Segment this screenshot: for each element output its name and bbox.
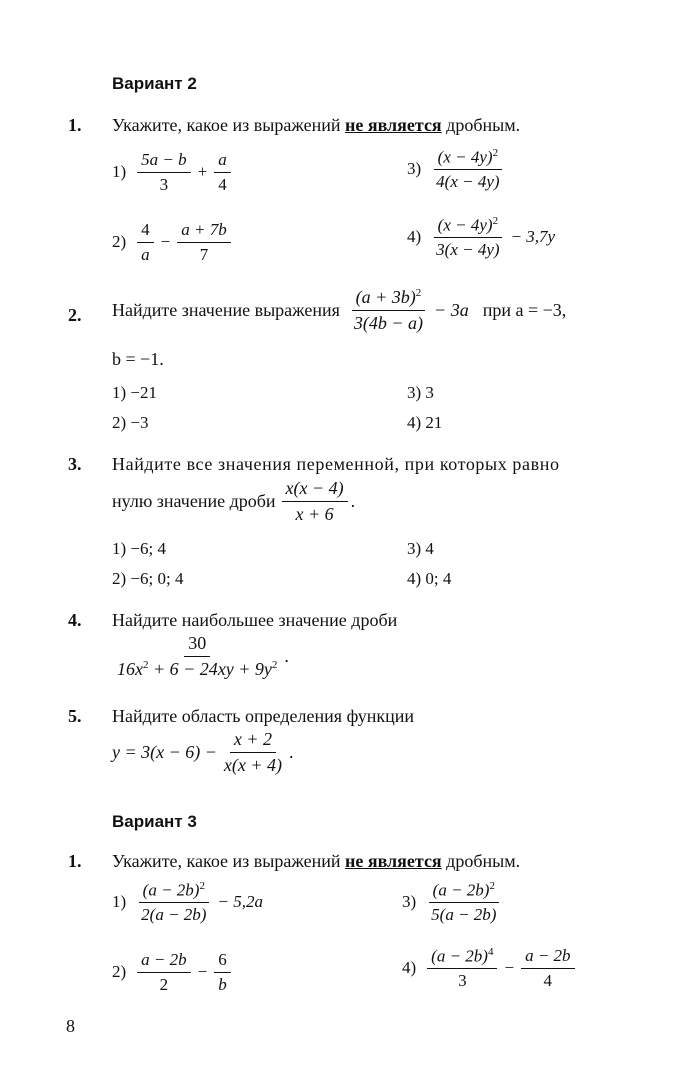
fraction <box>427 880 500 925</box>
text-part: нулю значение дроби <box>112 490 276 511</box>
numerator: a − 2b <box>521 946 574 969</box>
option-number: 3) <box>407 159 422 179</box>
function-expression <box>112 729 294 775</box>
option-3: 3) 3 <box>407 383 434 402</box>
tail-term: − 5,2a <box>217 892 263 912</box>
fraction <box>137 880 210 925</box>
option-1 <box>112 880 267 925</box>
operator: − <box>160 232 171 252</box>
condition-continued: b = −1. <box>112 349 164 369</box>
denominator: $16x^2 + 6 - 24xy + 9y^2$ <box>117 658 278 679</box>
denominator: 5(a − 2b) <box>431 905 497 925</box>
fraction <box>214 150 231 194</box>
denominator: 3 <box>159 174 169 194</box>
denominator: 4 <box>218 174 227 194</box>
task-text: Найдите область определения функции <box>112 706 415 726</box>
numerator <box>434 215 502 238</box>
text-part: дробным. <box>441 115 521 135</box>
fraction <box>214 950 231 994</box>
exponent: 2 <box>492 147 499 159</box>
task-text: Найдите все значения переменной, при которых равно <box>112 454 560 474</box>
denominator-part: 16x <box>117 658 143 679</box>
task-text-line-2 <box>112 478 355 524</box>
option-4 <box>407 215 559 260</box>
numerator <box>434 147 502 170</box>
base: (x − 4y) <box>437 147 493 167</box>
option-1: 1) −6; 4 <box>112 539 166 558</box>
base: (a + 3b) <box>355 287 416 307</box>
numerator <box>139 880 209 903</box>
page-number: 8 <box>66 1016 75 1036</box>
option-4 <box>402 946 578 991</box>
numerator: a + 7b <box>177 220 230 243</box>
operator: + <box>197 162 208 182</box>
fraction <box>220 729 286 775</box>
base: (a − 2b) <box>142 880 200 900</box>
exponent: 2 <box>492 215 499 227</box>
text-part: Укажите, какое из выражений <box>112 115 345 135</box>
fraction <box>432 215 503 260</box>
denominator: x + 6 <box>295 503 334 524</box>
tail-term: − 3,7y <box>510 227 556 247</box>
numerator: x + 2 <box>230 729 276 753</box>
option-2: 2) −6; 0; 4 <box>112 569 184 588</box>
task-text: Найдите наибольшее значение дроби <box>112 610 398 630</box>
base: (a − 2b) <box>432 880 490 900</box>
exponent: 2 <box>271 658 278 671</box>
period: . <box>350 490 356 511</box>
denominator: x(x + 4) <box>223 754 283 775</box>
option-number: 3) <box>402 892 417 912</box>
option-3: 3) 4 <box>407 539 434 558</box>
fraction <box>427 946 497 991</box>
numerator: 5a − b <box>137 150 190 173</box>
task-number: 5. <box>68 706 82 726</box>
fraction <box>432 147 503 192</box>
task-number: 1. <box>68 851 82 871</box>
emphasis: не является <box>344 115 442 135</box>
exponent: 4 <box>487 946 494 958</box>
option-4: 4) 0; 4 <box>407 569 452 588</box>
option-2: 2) −3 <box>112 413 149 432</box>
numerator <box>427 946 497 969</box>
denominator: b <box>218 974 227 994</box>
option-4: 4) 21 <box>407 413 443 432</box>
text-part: Укажите, какое из выражений <box>112 851 345 871</box>
option-number: 2) <box>112 962 127 982</box>
text-part: дробным. <box>441 851 521 871</box>
numerator: a − 2b <box>137 950 190 973</box>
fraction <box>137 220 154 264</box>
option-number: 1) <box>112 162 127 182</box>
denominator: a <box>141 244 150 264</box>
denominator: 4 <box>543 970 553 990</box>
option-number: 2) <box>112 232 127 252</box>
task-text <box>112 851 652 872</box>
task-number: 3. <box>68 454 82 474</box>
denominator-part: + 6 − 24xy + 9y <box>148 658 272 679</box>
task-text <box>112 287 566 333</box>
emphasis: не является <box>344 851 442 871</box>
base: (a − 2b) <box>431 946 488 966</box>
operator: − <box>504 958 515 978</box>
task-number: 1. <box>68 115 82 135</box>
denominator: 2(a − 2b) <box>141 905 207 925</box>
denominator: 7 <box>199 244 209 264</box>
option-1 <box>112 150 234 194</box>
option-3 <box>402 880 503 925</box>
fraction <box>350 287 427 333</box>
option-2 <box>112 950 234 994</box>
variant-2-heading: Вариант 2 <box>112 74 197 93</box>
option-number: 1) <box>112 892 127 912</box>
fraction <box>282 478 348 524</box>
option-3 <box>407 147 507 192</box>
numerator: a <box>214 150 231 173</box>
numerator: 30 <box>184 633 210 657</box>
option-1: 1) −21 <box>112 383 157 402</box>
denominator: 3(x − 4y) <box>436 240 500 260</box>
option-number: 4) <box>407 227 422 247</box>
fraction-expression <box>110 633 289 679</box>
numerator: 4 <box>137 220 154 243</box>
fraction <box>137 950 190 994</box>
task-number: 4. <box>68 610 82 630</box>
term: − 3a <box>434 299 469 320</box>
lhs: y = 3(x − 6) − <box>112 741 217 762</box>
option-number: 4) <box>402 958 417 978</box>
task-text <box>112 115 652 136</box>
option-2 <box>112 220 234 264</box>
fraction <box>177 220 230 264</box>
numerator <box>429 880 499 903</box>
period: . <box>289 741 294 762</box>
denominator: 3(4b − a) <box>353 312 424 333</box>
exponent: 2 <box>489 880 495 892</box>
task-number: 2. <box>68 305 82 325</box>
fraction <box>521 946 574 990</box>
numerator: x(x − 4) <box>282 478 348 502</box>
denominator: 2 <box>159 974 169 994</box>
base: (x − 4y) <box>437 215 493 235</box>
numerator <box>352 287 426 311</box>
operator: − <box>197 962 208 982</box>
denominator: 4(x − 4y) <box>436 172 500 192</box>
fraction <box>137 150 190 194</box>
exponent: 2 <box>415 287 422 299</box>
numerator: 6 <box>214 950 231 973</box>
fraction <box>113 633 281 679</box>
denominator: 3 <box>458 971 467 991</box>
period: . <box>284 645 289 666</box>
text-part: Найдите значение выражения <box>112 299 340 320</box>
condition: при a = −3, <box>482 299 567 320</box>
exponent: 2 <box>199 880 205 892</box>
variant-3-heading: Вариант 3 <box>112 812 197 831</box>
